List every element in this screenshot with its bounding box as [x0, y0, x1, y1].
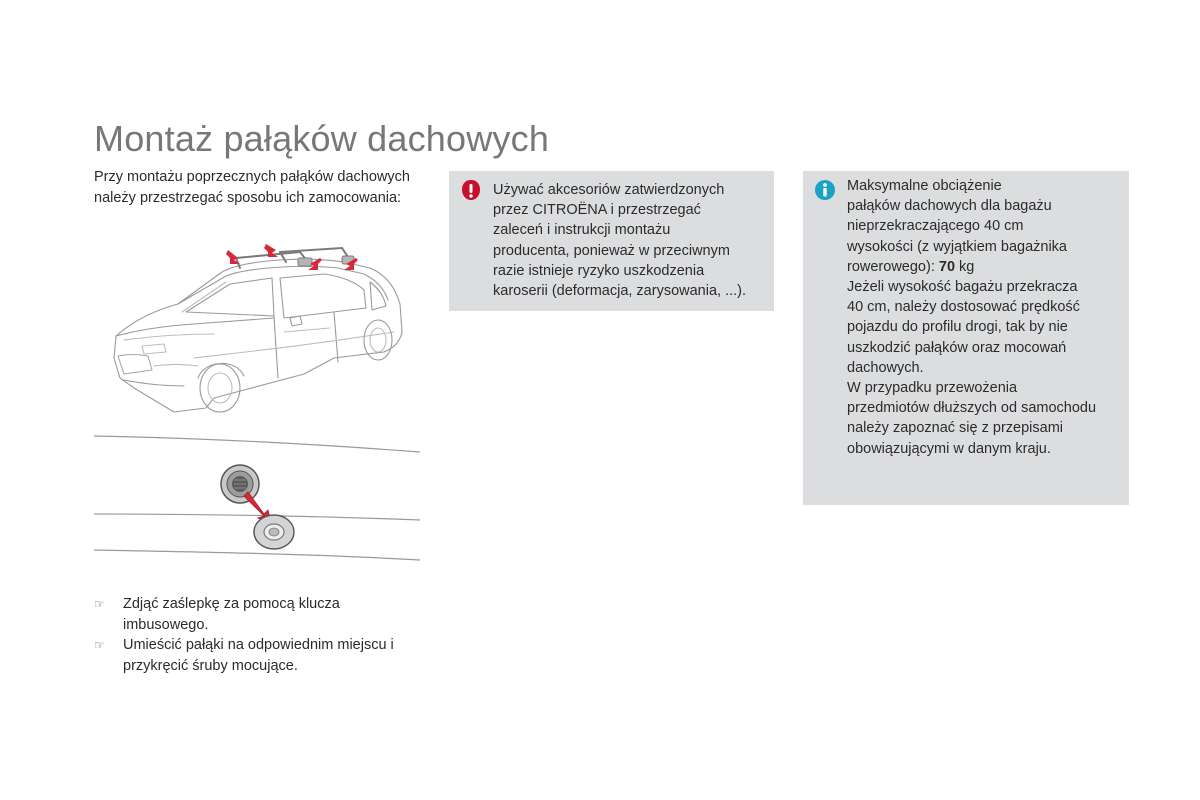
info-line: W przypadku przewożenia [847, 380, 1018, 397]
info-line: przedmiotów dłuższych od samochodu [847, 400, 1097, 417]
step-text: Umieścić pałąki na odpowiednim miejscu i przykręcić śruby mocujące. [123, 637, 394, 674]
warning-icon [460, 179, 482, 201]
step-text: Zdjąć zaślepkę za pomocą klucza imbusowego. [123, 596, 340, 633]
warning-text [493, 180, 746, 301]
info-line: należy zapoznać się z przepisami [847, 420, 1063, 437]
roof-bar-illustration [94, 228, 422, 564]
max-load-value: 70 [938, 258, 956, 275]
steps-list [94, 594, 424, 676]
warning-line: producenta, ponieważ w przeciwnym [493, 242, 730, 259]
step-item [94, 635, 424, 676]
warning-line: Używać akcesoriów zatwierdzonych [493, 182, 725, 198]
info-line: wysokości (z wyjątkiem bagażnika [847, 238, 1067, 255]
hand-pointer-icon: ☞ [94, 638, 105, 652]
info-line: pojazdu do profilu drogi, tak by nie [847, 319, 1068, 336]
roof-bars [236, 248, 354, 268]
step-item [94, 594, 424, 635]
info-line-prefix: rowerowego): [847, 258, 939, 275]
max-load-line [847, 257, 1096, 277]
cap-removal-detail [94, 436, 420, 560]
hand-pointer-icon: ☞ [94, 597, 105, 611]
info-line: Maksymalne obciążenie [847, 178, 1002, 194]
warning-box [449, 171, 774, 311]
warning-line: przez CITROËNA i przestrzegać [493, 202, 701, 219]
info-line: 40 cm, należy dostosować prędkość [847, 299, 1080, 316]
info-text [847, 176, 1096, 459]
page-title: Montaż pałąków dachowych [94, 118, 550, 159]
info-icon [814, 179, 836, 201]
info-line: nieprzekraczającego 40 cm [847, 218, 1024, 235]
info-line: uszkodzić pałąków oraz mocowań [847, 339, 1067, 356]
intro-text: Przy montażu poprzecznych pałąków dachowych należy przestrzegać sposobu ich zamocowania: [94, 169, 410, 206]
info-line: pałąków dachowych dla bagażu [847, 198, 1052, 215]
max-load-unit: kg [955, 258, 975, 275]
car-drawing [114, 259, 402, 412]
info-line: obowiązującymi w danym kraju. [847, 440, 1051, 457]
warning-line: razie istnieje ryzyko uszkodzenia [493, 262, 705, 279]
info-line: dachowych. [847, 359, 924, 376]
warning-line: karoserii (deformacja, zarysowania, ...). [493, 283, 747, 300]
info-line: Jeżeli wysokość bagażu przekracza [847, 279, 1078, 296]
info-box [803, 171, 1129, 505]
warning-line: zaleceń i instrukcji montażu [493, 222, 671, 239]
